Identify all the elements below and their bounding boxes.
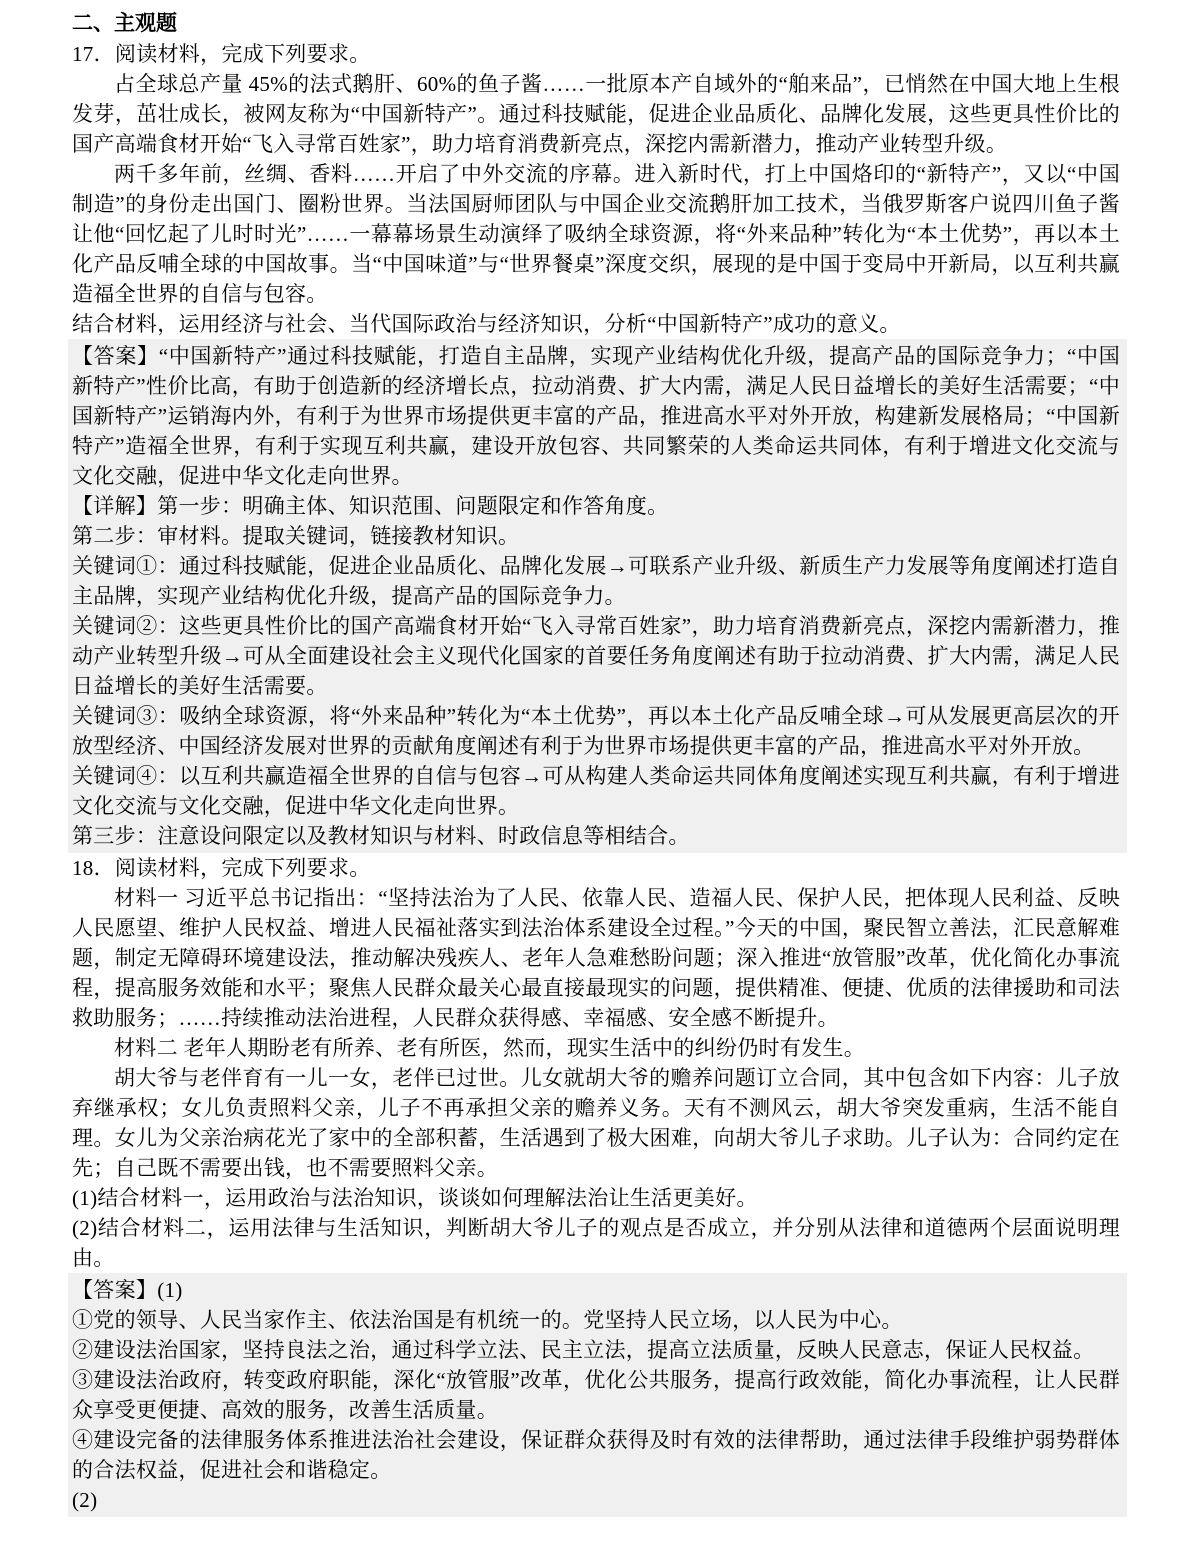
q17-answer-text: 【答案】“中国新特产”通过科技赋能，打造自主品牌，实现产业结构优化升级，提高产品的国际竞争力；“中国新特产”性价比高，有助于创造新的经济增长点，拉动消费、扩大内需，满足人民日益增长的美好生活需要；“中国新特产”运销海内外，有利于为世界市场提供更丰富的产品，推进高水平对外开放，构建新发展格局；“中国新特产”造福全世界，有利于实现互利共赢，建设开放包容、共同繁荣的人类命运共同体，有利于增进文化交流与文化交融，促进中华文化走向世界。 [72, 344, 1120, 488]
q18-answer-part2-label: (2) [72, 1488, 98, 1512]
q17-detail-keyword-3: 关键词③：吸纳全球资源，将“外来品种”转化为“本土优势”，再以本土化产品反哺全球→可从发展更高层次的开放型经济、中国经济发展对世界的贡献角度阐述有利于为世界市场提供更丰富的产品，推进高水平对外开放。 [72, 704, 1120, 758]
section-heading: 二、主观题 [72, 12, 177, 35]
q18-answer-head: 【答案】(1) [72, 1278, 183, 1302]
q18-answer-block [68, 1273, 1127, 1517]
q18-answer-point-2: ②建设法治国家，坚持良法之治，通过科学立法、民主立法，提高立法质量，反映人民意志，保证人民权益。 [72, 1338, 1095, 1362]
q18-material-paragraph-1: 材料一 习近平总书记指出：“坚持法治为了人民、依靠人民、造福人民、保护人民，把体现人民利益、反映人民愿望、维护人民权益、增进人民福祉落实到法治体系建设全过程。”今天的中国，聚民智立善法，汇民意解难题，制定无障碍环境建设法，推动解决残疾人、老年人急难愁盼问题；深入推进“放管服”改革，优化简化办事流程，提高服务效能和水平；聚焦人民群众最关心最直接最现实的问题，提供精准、便捷、优质的法律援助和司法救助服务；……持续推动法治进程，人民群众获得感、幸福感、安全感不断提升。 [72, 886, 1120, 1030]
q17-detail-step3: 第三步：注意设问限定以及教材知识与材料、时政信息等相结合。 [72, 824, 690, 848]
q18-answer-point-3: ③建设法治政府，转变政府职能，深化“放管服”改革，优化公共服务，提高行政效能，简化办事流程，让人民群众享受更便捷、高效的服务，改善生活质量。 [72, 1368, 1120, 1422]
q17-material-paragraph-1: 占全球总产量 45%的法式鹅肝、60%的鱼子酱……一批原本产自域外的“舶来品”，已悄然在中国大地上生根发芽，茁壮成长，被网友称为“中国新特产”。通过科技赋能，促进企业品质化、品牌化发展，这些更具性价比的国产高端食材开始“飞入寻常百姓家”，助力培育消费新亮点，深挖内需新潜力，推动产业转型升级。 [72, 72, 1120, 156]
q18-answer-point-4: ④建设完备的法律服务体系推进法治社会建设，保证群众获得及时有效的法律帮助，通过法律手段维护弱势群体的合法权益，促进社会和谐稳定。 [72, 1428, 1120, 1482]
q17-detail-step2: 第二步：审材料。提取关键词，链接教材知识。 [72, 524, 520, 548]
q18-question-1-line: (1)结合材料一，运用政治与法治知识，谈谈如何理解法治让生活更美好。 [72, 1186, 758, 1210]
q18-intro-line: 18．阅读材料，完成下列要求。 [72, 856, 371, 880]
q18-answer-point-1: ①党的领导、人民当家作主、依法治国是有机统一的。党坚持人民立场，以人民为中心。 [72, 1308, 903, 1332]
q18-material-paragraph-3: 胡大爷与老伴育有一儿一女，老伴已过世。儿女就胡大爷的赡养问题订立合同，其中包含如下内容：儿子放弃继承权；女儿负责照料父亲，儿子不再承担父亲的赡养义务。天有不测风云，胡大爷突发重病，生活不能自理。女儿为父亲治病花光了家中的全部积蓄，生活遇到了极大困难，向胡大爷儿子求助。儿子认为：合同约定在先；自己既不需要出钱，也不需要照料父亲。 [72, 1066, 1120, 1180]
q18-question-2-line: (2)结合材料二，运用法律与生活知识，判断胡大爷儿子的观点是否成立，并分别从法律和道德两个层面说明理由。 [72, 1216, 1120, 1270]
q17-material-paragraph-2: 两千多年前，丝绸、香料……开启了中外交流的序幕。进入新时代，打上中国烙印的“新特产”，又以“中国制造”的身份走出国门、圈粉世界。当法国厨师团队与中国企业交流鹅肝加工技术，当俄罗斯客户说四川鱼子酱让他“回忆起了儿时时光”……一幕幕场景生动演绎了吸纳全球资源，将“外来品种”转化为“本土优势”，再以本土化产品反哺全球的中国故事。当“中国味道”与“世界餐桌”深度交织，展现的是中国于变局中开新局，以互利共赢造福全世界的自信与包容。 [72, 162, 1120, 306]
q17-question-line: 结合材料，运用经济与社会、当代国际政治与经济知识，分析“中国新特产”成功的意义。 [72, 312, 901, 336]
q17-detail-keyword-4: 关键词④：以互利共赢造福全世界的自信与包容→可从构建人类命运共同体角度阐述实现互利共赢，有利于增进文化交流与文化交融，促进中华文化走向世界。 [72, 764, 1120, 818]
q18-material-paragraph-2: 材料二 老年人期盼老有所养、老有所医，然而，现实生活中的纠纷仍时有发生。 [114, 1036, 866, 1060]
q17-detail-keyword-1: 关键词①：通过科技赋能，促进企业品质化、品牌化发展→可联系产业升级、新质生产力发展等角度阐述打造自主品牌，实现产业结构优化升级，提高产品的国际竞争力。 [72, 554, 1120, 608]
q17-intro-line: 17．阅读材料，完成下列要求。 [72, 42, 371, 66]
q17-detail-keyword-2: 关键词②：这些更具性价比的国产高端食材开始“飞入寻常百姓家”，助力培育消费新亮点，深挖内需新潜力，推动产业转型升级→可从全面建设社会主义现代化国家的首要任务角度阐述有助于拉动消费、扩大内需，满足人民日益增长的美好生活需要。 [72, 614, 1120, 698]
page-bottom-margin [72, 1517, 1120, 1529]
q17-answer-block [68, 339, 1127, 853]
q17-detail-step1: 【详解】第一步：明确主体、知识范围、问题限定和作答角度。 [72, 494, 669, 518]
